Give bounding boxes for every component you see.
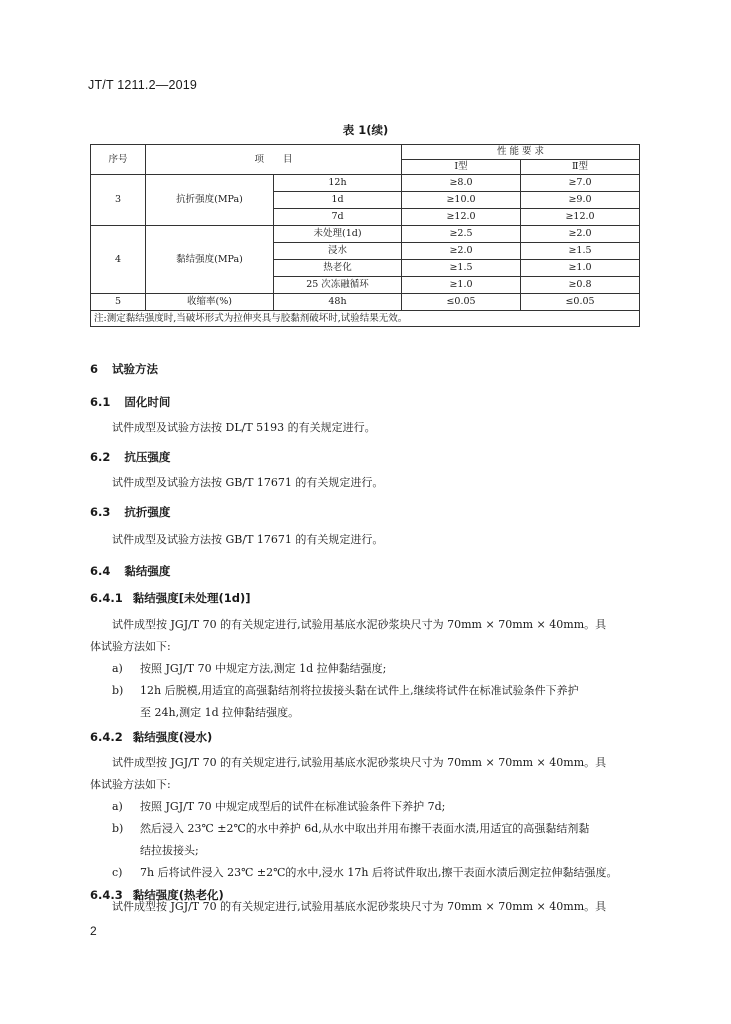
list-item-label: a)	[112, 662, 123, 675]
list-item: 然后浸入 23℃ ±2℃的水中养护 6d,从水中取出并用布擦干表面水渍,用适宜的高强黏结剂黏	[140, 822, 590, 835]
row-seq: 4	[91, 226, 146, 294]
list-item-label: b)	[112, 822, 124, 835]
row-condition: 7d	[274, 209, 402, 226]
section-6-heading	[90, 361, 158, 377]
standard-code: JT/T 1211.2—2019	[88, 78, 198, 92]
spec-table	[90, 144, 640, 327]
row-condition: 未处理(1d)	[274, 226, 402, 243]
section-title: 黏结强度(浸水)	[132, 730, 213, 744]
list-item-label: a)	[112, 800, 123, 813]
row-type2: ≥2.0	[521, 226, 640, 243]
list-item: 按照 JGJ/T 70 中规定成型后的试件在标准试验条件下养护 7d;	[140, 800, 446, 813]
header-item: 项 目	[146, 145, 402, 175]
row-condition: 浸水	[274, 243, 402, 260]
row-type1: ≥1.5	[402, 260, 521, 277]
row-type2: ≥9.0	[521, 192, 640, 209]
list-item-cont: 结拉拔接头;	[140, 844, 199, 857]
row-condition: 热老化	[274, 260, 402, 277]
section-number: 6.2	[90, 450, 111, 464]
section-6-4-heading	[90, 563, 170, 579]
row-type1: ≥12.0	[402, 209, 521, 226]
section-6-4-2-intro-cont: 体试验方法如下:	[90, 778, 171, 791]
section-number: 6.3	[90, 505, 111, 519]
header-type1: Ⅰ型	[402, 160, 521, 175]
section-6-2-heading	[90, 449, 170, 465]
list-item-label: b)	[112, 684, 124, 697]
section-6-4-3-intro: 试件成型按 JGJ/T 70 的有关规定进行,试验用基底水泥砂浆块尺寸为 70mm × 70mm × 40mm。具	[112, 900, 607, 913]
section-6-4-1-intro: 试件成型按 JGJ/T 70 的有关规定进行,试验用基底水泥砂浆块尺寸为 70mm × 70mm × 40mm。具	[112, 618, 607, 631]
section-number: 6.4.1	[90, 591, 123, 605]
list-item: 7h 后将试件浸入 23℃ ±2℃的水中,浸水 17h 后将试件取出,擦干表面水渍后测定拉伸黏结强度。	[140, 866, 618, 879]
row-item: 收缩率(%)	[146, 294, 274, 311]
row-condition: 25 次冻融循环	[274, 277, 402, 294]
section-title: 固化时间	[124, 395, 171, 409]
row-type1: ≥2.0	[402, 243, 521, 260]
row-type1: ≥8.0	[402, 175, 521, 192]
table-note: 注:测定黏结强度时,当破坏形式为拉伸夹具与胶黏剂破坏时,试验结果无效。	[91, 311, 640, 327]
list-item: 12h 后脱模,用适宜的高强黏结剂将拉拔接头黏在试件上,继续将试件在标准试验条件下养护	[140, 684, 579, 697]
row-item: 抗折强度(MPa)	[146, 175, 274, 226]
list-item-label: c)	[112, 866, 123, 879]
header-performance: 性 能 要 求	[402, 145, 640, 160]
row-type2: ≤0.05	[521, 294, 640, 311]
section-6-4-2-heading	[90, 729, 212, 745]
row-type1: ≥1.0	[402, 277, 521, 294]
section-title: 试验方法	[112, 362, 159, 376]
section-6-4-1-intro-cont: 体试验方法如下:	[90, 640, 171, 653]
section-number: 6.4.2	[90, 730, 123, 744]
section-6-1-text: 试件成型及试验方法按 DL/T 5193 的有关规定进行。	[112, 421, 376, 434]
row-condition: 48h	[274, 294, 402, 311]
section-title: 黏结强度(热老化)	[132, 888, 224, 902]
row-type1: ≥10.0	[402, 192, 521, 209]
section-number: 6.1	[90, 395, 111, 409]
section-title: 黏结强度[未处理(1d)]	[132, 591, 251, 605]
row-seq: 3	[91, 175, 146, 226]
section-6-2-text: 试件成型及试验方法按 GB/T 17671 的有关规定进行。	[112, 476, 384, 489]
section-6-4-2-intro: 试件成型按 JGJ/T 70 的有关规定进行,试验用基底水泥砂浆块尺寸为 70mm × 70mm × 40mm。具	[112, 756, 607, 769]
table-row	[91, 175, 640, 192]
section-6-1-heading	[90, 394, 170, 410]
section-number: 6	[90, 362, 99, 376]
table-row	[91, 226, 640, 243]
row-type1: ≤0.05	[402, 294, 521, 311]
table-title: 表 1(续)	[342, 123, 389, 137]
section-title: 黏结强度	[124, 564, 171, 578]
row-item: 黏结强度(MPa)	[146, 226, 274, 294]
section-6-3-text: 试件成型及试验方法按 GB/T 17671 的有关规定进行。	[112, 533, 384, 546]
section-title: 抗折强度	[124, 505, 171, 519]
section-6-3-heading	[90, 504, 170, 520]
header-type2: Ⅱ型	[521, 160, 640, 175]
list-item-cont: 至 24h,测定 1d 拉伸黏结强度。	[140, 706, 300, 719]
row-type1: ≥2.5	[402, 226, 521, 243]
row-condition: 1d	[274, 192, 402, 209]
section-number: 6.4	[90, 564, 111, 578]
header-seq: 序号	[91, 145, 146, 175]
list-item: 按照 JGJ/T 70 中规定方法,测定 1d 拉伸黏结强度;	[140, 662, 387, 675]
section-number: 6.4.3	[90, 888, 123, 902]
page-number: 2	[90, 924, 97, 938]
section-6-4-1-heading	[90, 590, 251, 606]
row-type2: ≥7.0	[521, 175, 640, 192]
row-condition: 12h	[274, 175, 402, 192]
row-seq: 5	[91, 294, 146, 311]
section-title: 抗压强度	[124, 450, 171, 464]
row-type2: ≥1.5	[521, 243, 640, 260]
row-type2: ≥1.0	[521, 260, 640, 277]
row-type2: ≥0.8	[521, 277, 640, 294]
table-row	[91, 294, 640, 311]
row-type2: ≥12.0	[521, 209, 640, 226]
